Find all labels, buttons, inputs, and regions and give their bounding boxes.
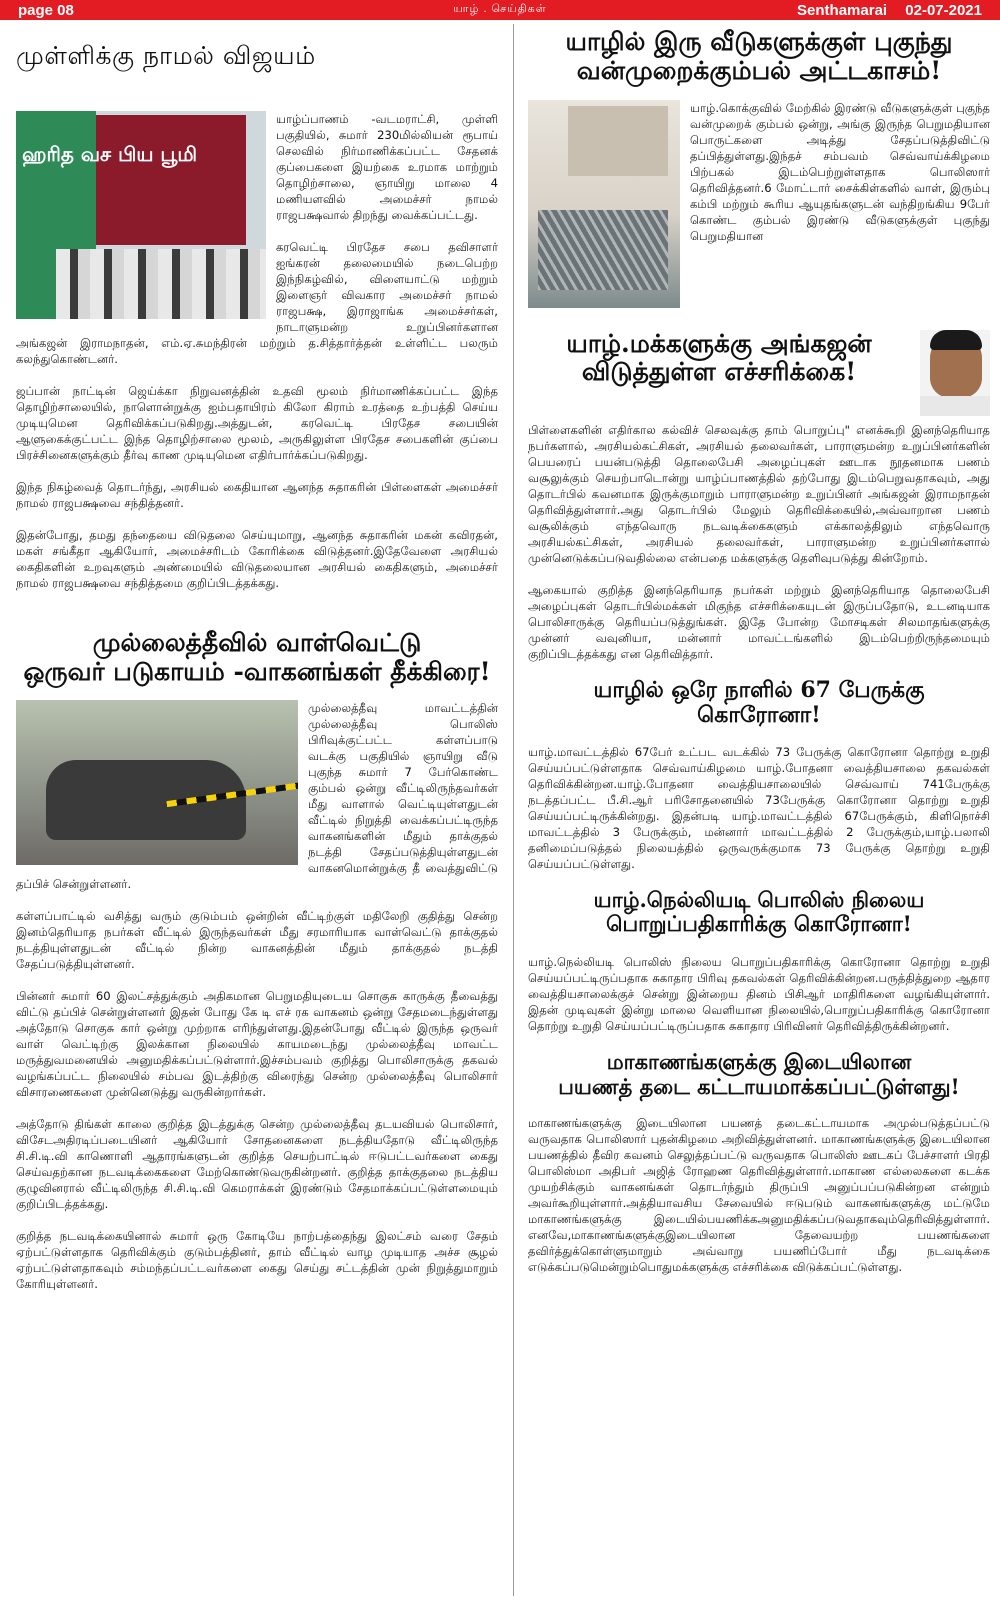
article-body: [16, 700, 498, 1308]
article-title: யாழில் இரு வீடுகளுக்குள் புகுந்து வன்முறைக்கும்பல் அட்டகாசம்!: [565, 27, 953, 85]
page-number: page 08: [18, 1, 74, 19]
article-kokkuvil-gang: [528, 28, 990, 314]
article-photo: [16, 111, 266, 319]
article-angajan-warning: [528, 330, 990, 662]
article-title: யாழ்.மக்களுக்கு அங்கஜன் விடுத்துள்ள எச்சரிக்கை!: [566, 328, 872, 387]
article-body: [528, 422, 990, 662]
newspaper-name: Senthamarai: [797, 1, 888, 19]
photo-banner-text: ஹரித வச பிய பூமி: [22, 141, 198, 166]
paragraph: மாகாணங்களுக்கு இடையிலான பயணத் தடைகட்டாயமாக அமுல்படுத்தப்பட்டு வருவதாக பொலிஸார் புதன்கிழமை அறிவித்துள்ளனர். மாகாணங்களுக்கு இடையிலான பயணத்தில் தீவிர கவனம் செலுத்தப்பட்டு வருவதாக பொலிஸ் ஊடகப் பேச்சாளர் பிரதி பொலிஸ்மா அதிபர் அஜித் ரோஹண தெரிவித்துள்ளார்.மாகாண எல்லைகளை கடக்க முயற்சிக்கும் வாகனங்கள் தொடர்ந்தும் திருப்பி அனுப்பப்படுகின்றன என்றும் அவர்கூறியுள்ளார்.அத்தியாவசிய சேவையில் ஈடுபடும் வாகனங்களுக்கு மட்டுமே மாகாணங்களுக்கு இடையில்பயணிக்கஅனுமதிக்கப்படுவதாகவும்தெரிவித்துள்ளார். எனவே,மாகாணங்களுக்குஇடையிலான தேவையற்ற பயணங்களை தவிர்த்துக்கொள்ளுமாறும் அவ்வாறு பயணிப்போர் மீது நடவடிக்கை எடுக்கப்படுமென்றும்பொதுமக்களுக்கு எச்சரிக்கை விடுக்கப்பட்டுள்ளது.: [528, 1115, 990, 1274]
left-column: [16, 30, 498, 1595]
issue-date: 02-07-2021: [905, 1, 982, 19]
column-divider: [513, 24, 514, 1596]
article-photo: [16, 700, 298, 865]
paragraph: முல்லைத்தீவு மாவட்டத்தின் முல்லைத்தீவு பொலிஸ் பிரிவுக்குட்பட்ட கள்ளப்பாடு வடக்கு பகுதியில் ஞாயிறு வீடு புகுந்த சுமார் 7 பேர்கொண்ட கும்பல் ஒன்று வீட்டிலிருந்தவர்கள் மீது வாளால் வெட்டியுள்ளதுடன் வீட்டில் நிறுத்தி வைக்கப்பட்டிருந்த வாகனங்களின் மீதும் தாக்குதல் நடத்தி சேதப்படுத்தியுள்ளதுடன் வாகனமொன்றுக்கு தீ வைத்துவிட்டு தப்பிச் சென்றுள்ளனர்.: [16, 701, 498, 892]
paragraph: யாழ்.நெல்லியடி பொலிஸ் நிலைய பொறுப்பதிகாரிக்கு கொரோனா தொற்று உறுதி செய்யப்பட்டிருப்பதாக சுகாதார பிரிவு தகவல்கள் தெரிவிக்கின்றன.பருத்தித்துறை ஆதார வைத்தியசாலைக்குச் சென்று இன்றைய தினம் பிசிஆர் மாதிரிகளை வழங்கியுள்ளார். இதன் முடிவுகள் இன்று மாலை வெளியான நிலையில்,பொறுப்பதிகாரிக்கு கொரோனா தொற்று உறுதி செய்யப்பட்டிருப்பதாக சுகாதார பிரிவினர் தெரிவித்திருக்கின்றனர்.: [528, 955, 990, 1034]
article-title: முள்ளிக்கு நாமல் விஜயம்: [16, 41, 316, 70]
paragraph: ஆகையால் குறித்த இனந்தெரியாத நபர்கள் மற்றும் இனந்தெரியாத தொலைபேசி அழைப்புகள் தொடர்பில்மக்கள் மிகுந்த எச்சரிக்கையுடன் இருப்பதோடு, உடனடியாக பொலிசாருக்கு தெரியப்படுத்துங்கள். இதே போன்ற மோசடிகள் சிலமாதங்களுக்கு முன்னர் வவுனியா, மன்னார் மாவட்டங்களில் இடம்பெற்றிருந்தமையும் குறிப்பிடத்தக்கது என தெரிவித்தார்.: [528, 582, 990, 661]
article-photo: [528, 100, 680, 308]
paragraph: கள்ளப்பாட்டில் வசித்து வரும் குடும்பம் ஒன்றின் வீட்டிற்குள் மதிலேறி குதித்து சென்ற இனம்தெரியாத நபர்கள் வீட்டில் இருந்தவர்கள் மீது சரமாரியாக வாள்வெட்டு தாக்குதல் நடத்தியுள்ளதுடன் வீட்டில் நின்ற வாகனத்தின் மீதும் தாக்குதல் நடத்தி சேதப்படுத்தியுள்ளனர்.: [16, 909, 498, 972]
article-travel-ban: [528, 1050, 990, 1274]
paragraph: கரவெட்டி பிரதேச சபை தவிசாளர் ஐங்கரன் தலைமையில் நடைபெற்ற இந்நிகழ்வில், விளையாட்டு மற்றும் இளைஞர் விவகார அமைச்சர் நாமல் ராஜபக்ஷ, இராஜாங்க அமைச்சர்கள், நாடாளுமன்ற உறுப்பினர்களான அங்கஜன் இராமநாதன், எம்.ஏ.சுமந்திரன் மற்றும் த.சித்தார்த்தன் உள்ளிட்ட பலரும் கலந்துகொண்டனர்.: [16, 239, 498, 366]
paragraph: யாழ்ப்பாணம் -வடமராட்சி, முள்ளி பகுதியில், சுமார் 230மில்லியன் ரூபாய் செலவில் நிர்மாணிக்கப்பட்ட சேதனக் குப்பைகளை இயற்கை உரமாக மாற்றும் தொழிற்சாலை, ஞாயிறு மாலை 4 மணியளவில் அமைச்சர் நாமல் ராஜபக்ஷவால் திறந்து வைக்கப்பட்டது.: [276, 111, 498, 222]
paragraph: ஜப்பான் நாட்டின் ஜெய்க்கா நிறுவனத்தின் உதவி மூலம் நிர்மாணிக்கப்பட்ட இந்த தொழிற்சாலையில், நாளொன்றுக்கு ஐம்பதாயிரம் கிலோ கிராம் உரத்தை உற்பத்தி செய்ய முடியுமென தெரிவிக்கப்படுகிறது.அத்துடன், கரவெட்டி பிரதேச சபையின் ஆளுகைக்குட்பட்ட இந்த தொழிற்சாலை மூலம், அருகிலுள்ள பிரதேச சபைகளின் குப்பை பிரச்சினைகளுக்கும் தீர்வு காண முடியுமென எதிர்பார்க்கப்படுகிறது.: [16, 383, 498, 462]
article-body: [528, 1115, 990, 1275]
paragraph: அத்தோடு திங்கள் காலை குறித்த இடத்துக்கு சென்ற முல்லைத்தீவு தடயவியல் பொலிசார், விசேடஅதிரடிப்படையினர் ஆகியோர் சோதனைகளை நடத்தியதோடு வீட்டிலிருந்த சி.சி.டி.வி காணொளி ஆதாரங்களுடன் குறித்த செயற்பாட்டில் ஈடுபட்டவர்களை கைது செய்வதற்கான நடவடிக்கைகளை மேற்கொண்டுவருகின்றனர். குறித்த தாக்குதலை நடத்திய குழுவினரால் வீட்டிலிருந்த சி.சி.டி.வி கெமராக்கள் இரண்டும் சேதமாக்கப்பட்டுள்ளமையும் குறிப்பிடத்தக்கது.: [16, 1117, 498, 1212]
paragraph: இதன்போது, தமது தந்தையை விடுதலை செய்யுமாறு, ஆனந்த சுதாகரின் மகன் கவிரதன், மகள் சங்கீதா ஆகியோர், அமைச்சரிடம் கோரிக்கை விடுத்தனர்.இதேவேளை அரசியல் கைதிகளின் உறவுகளும் அண்மையில் விடுதலையான அரசியல் கைதிகளும், அமைச்சர் நாமல் ராஜபக்ஷவை சந்தித்தமை குறிப்பிடத்தக்கது.: [16, 527, 498, 590]
article-title: யாழில் ஒரே நாளில் 67 பேருக்கு கொரோனா!: [593, 676, 925, 728]
article-namal-visit: [16, 42, 498, 607]
article-body: [528, 100, 990, 314]
article-body: [16, 111, 498, 607]
section-name: யாழ் . செய்திகள்: [453, 3, 547, 15]
article-title: மாகாணங்களுக்கு இடையிலான பயணத் தடை கட்டாயமாக்கப்பட்டுள்ளது!: [558, 1049, 960, 1099]
paragraph: பின்னர் சுமார் 60 இலட்சத்துக்கும் அதிகமான பெறுமதியுடைய சொகுசு காருக்கு தீவைத்து விட்டு தப்பிச் சென்றுள்ளனர் இதன் போது கே டி எச் ரக வாகனம் ஒன்று சேதமடைந்துள்ளது அத்தோடு சொகுசு கார் ஒன்று முற்றாக எரிந்துள்ளது.இதன்போது வீட்டில் இருந்த ஒருவர் வாள் வெட்டிற்கு இலக்கான நிலையில் காயமடைந்து முல்லைத்தீவு மாவட்ட மருத்துவமனையில் அனுமதிக்கப்பட்டுள்ளார்.இச்சம்பவம் குறித்து பொலிசாருக்கு தகவல் வழங்கப்பட்ட நிலையில் சம்பவ இடத்திற்கு விரைந்து சென்ற முல்லைத்தீவு பொலிசார் விசாரணைகளை முன்னெடுத்து வருகின்றார்கள்.: [16, 989, 498, 1100]
paragraph: இந்த நிகழ்வைத் தொடர்ந்து, அரசியல் கைதியான ஆனந்த சுதாகரின் பிள்ளைகள் அமைச்சர் நாமல் ராஜபக்ஷவை சந்தித்தனர்.: [16, 479, 498, 510]
paragraph: பிள்ளைகளின் எதிர்கால கல்விச் செலவுக்கு தாம் பொறுப்பு" எனக்கூறி இனந்தெரியாத நபர்களால், அரசியல்கட்சிகள், அரசியல் தலைவர்கள், பாராளுமன்ற உறுப்பினர்களின் பெயரைப் பயன்படுத்தி தொலைபேசி அழைப்புகள் ஊடாக நூதனமாக பணம் வசூலுக்கும் செயற்பாடொன்று யாழ்ப்பாணத்தில் தற்போது இடம்பெறுவதாகவும், அது தொடர்பில் கவனமாக இருக்குமாறும் பாராளுமன்ற உறுப்பினர் அங்கஜன் இராமநாதன் தெரிவித்துள்ளார்.அது தொடர்பில் மேலும் தெரிவிக்கையில்,அவ்வாறான பணம் வசூலிக்கும் எந்தவொரு நடவடிக்கைகளும் எக்காலத்திலும் எந்தவொரு அரசியல்கட்சிகள், அரசியல் தலைவர்கள், பாராளுமன்ற உறுப்பினர்களால் முன்னெடுக்கப்படுவதில்லை என்பதை மக்களுக்கு தெளிவுபடுத்து கின்றோம்.: [528, 422, 990, 565]
paragraph: யாழ்.மாவட்டத்தில் 67பேர் உட்பட வடக்கில் 73 பேருக்கு கொரோனா தொற்று உறுதி செய்யப்பட்டுள்ளதாக செவ்வாய்கிழமை யாழ்.போதனா வைத்தியசாலை தகவல்கள் தெரிவிக்கின்றன.யாழ்.போதனா வைத்தியசாலையில் செவ்வாய் 741பேருக்கு நடத்தப்பட்ட பீ.சி.ஆர் பரிசோதனையில் 73பேருக்கு கொரோனா தொற்று உறுதி செய்யப்பட்டிருக்கின்றது. இதன்படி யாழ்.மாவட்டத்தில் 67பேருக்கும், கிளிநொச்சி மாவட்டத்தில் 3 பேருக்கும், மன்னார் மாவட்டத்தில் 2 பேருக்கும்,யாழ்.பலாலி தனிமைப்படுத்தல் நிலையத்தில் ஒருவருக்குமாக 73 பேருக்கு தொற்று உறுதி செய்யப்பட்டுள்ளது.: [528, 745, 990, 872]
page-header: [0, 0, 1000, 20]
paragraph: குறித்த நடவடிக்கையினால் சுமார் ஒரு கோடியே நாற்பத்தைந்து இலட்சம் வரை சேதம் ஏற்பட்டுள்ளதாக தெரிவிக்கும் குடும்பத்தினர், தாம் வீட்டில் வாழ முடியாத அச்ச சூழல் ஏற்பட்டுள்ளதாகவும் சம்மந்தப்பட்டவர்களை கைது செய்து சட்டத்தின் முன் நிறுத்துமாறும் கோரியுள்ளனர்.: [16, 1229, 498, 1292]
article-nelliyadi-police: [528, 888, 990, 1034]
article-title: யாழ்.நெல்லியடி பொலிஸ் நிலைய பொறுப்பதிகாரிக்கு கொரோனா!: [593, 887, 925, 937]
article-body: [528, 954, 990, 1034]
article-title: முல்லைத்தீவில் வாள்வெட்டு ஒருவர் படுகாயம் -வாகனங்கள் தீக்கிரை!: [23, 627, 491, 686]
paragraph: யாழ்.கொக்குவில் மேற்கில் இரண்டு வீடுகளுக்குள் புகுந்த வன்முறைக் கும்பல் ஒன்று, அங்கு இருந்த பெறுமதியான பொருட்களை அடித்து சேதப்படுத்திவிட்டு தப்பித்துள்ளது.இந்தச் சம்பவம் செவ்வாய்க்கிழமை பிற்பகல் இடம்பெற்றுள்ளதாக பொலிஸார் தெரிவித்தனர்.6 மோட்டார் சைக்கிள்களில் வாள், இரும்பு கம்பி மற்றும் கூரிய ஆயுதங்களுடன் வந்திறங்கிய 9பேர் கொண்ட கும்பல் இரண்டு வீடுகளுக்குள் புகுந்து பெறுமதியான: [690, 100, 990, 243]
article-mullaitivu-attack: [16, 629, 498, 1309]
right-column: [528, 24, 990, 1596]
article-body: [528, 744, 990, 872]
article-jaffna-covid: [528, 678, 990, 873]
portrait-photo: [920, 330, 990, 416]
